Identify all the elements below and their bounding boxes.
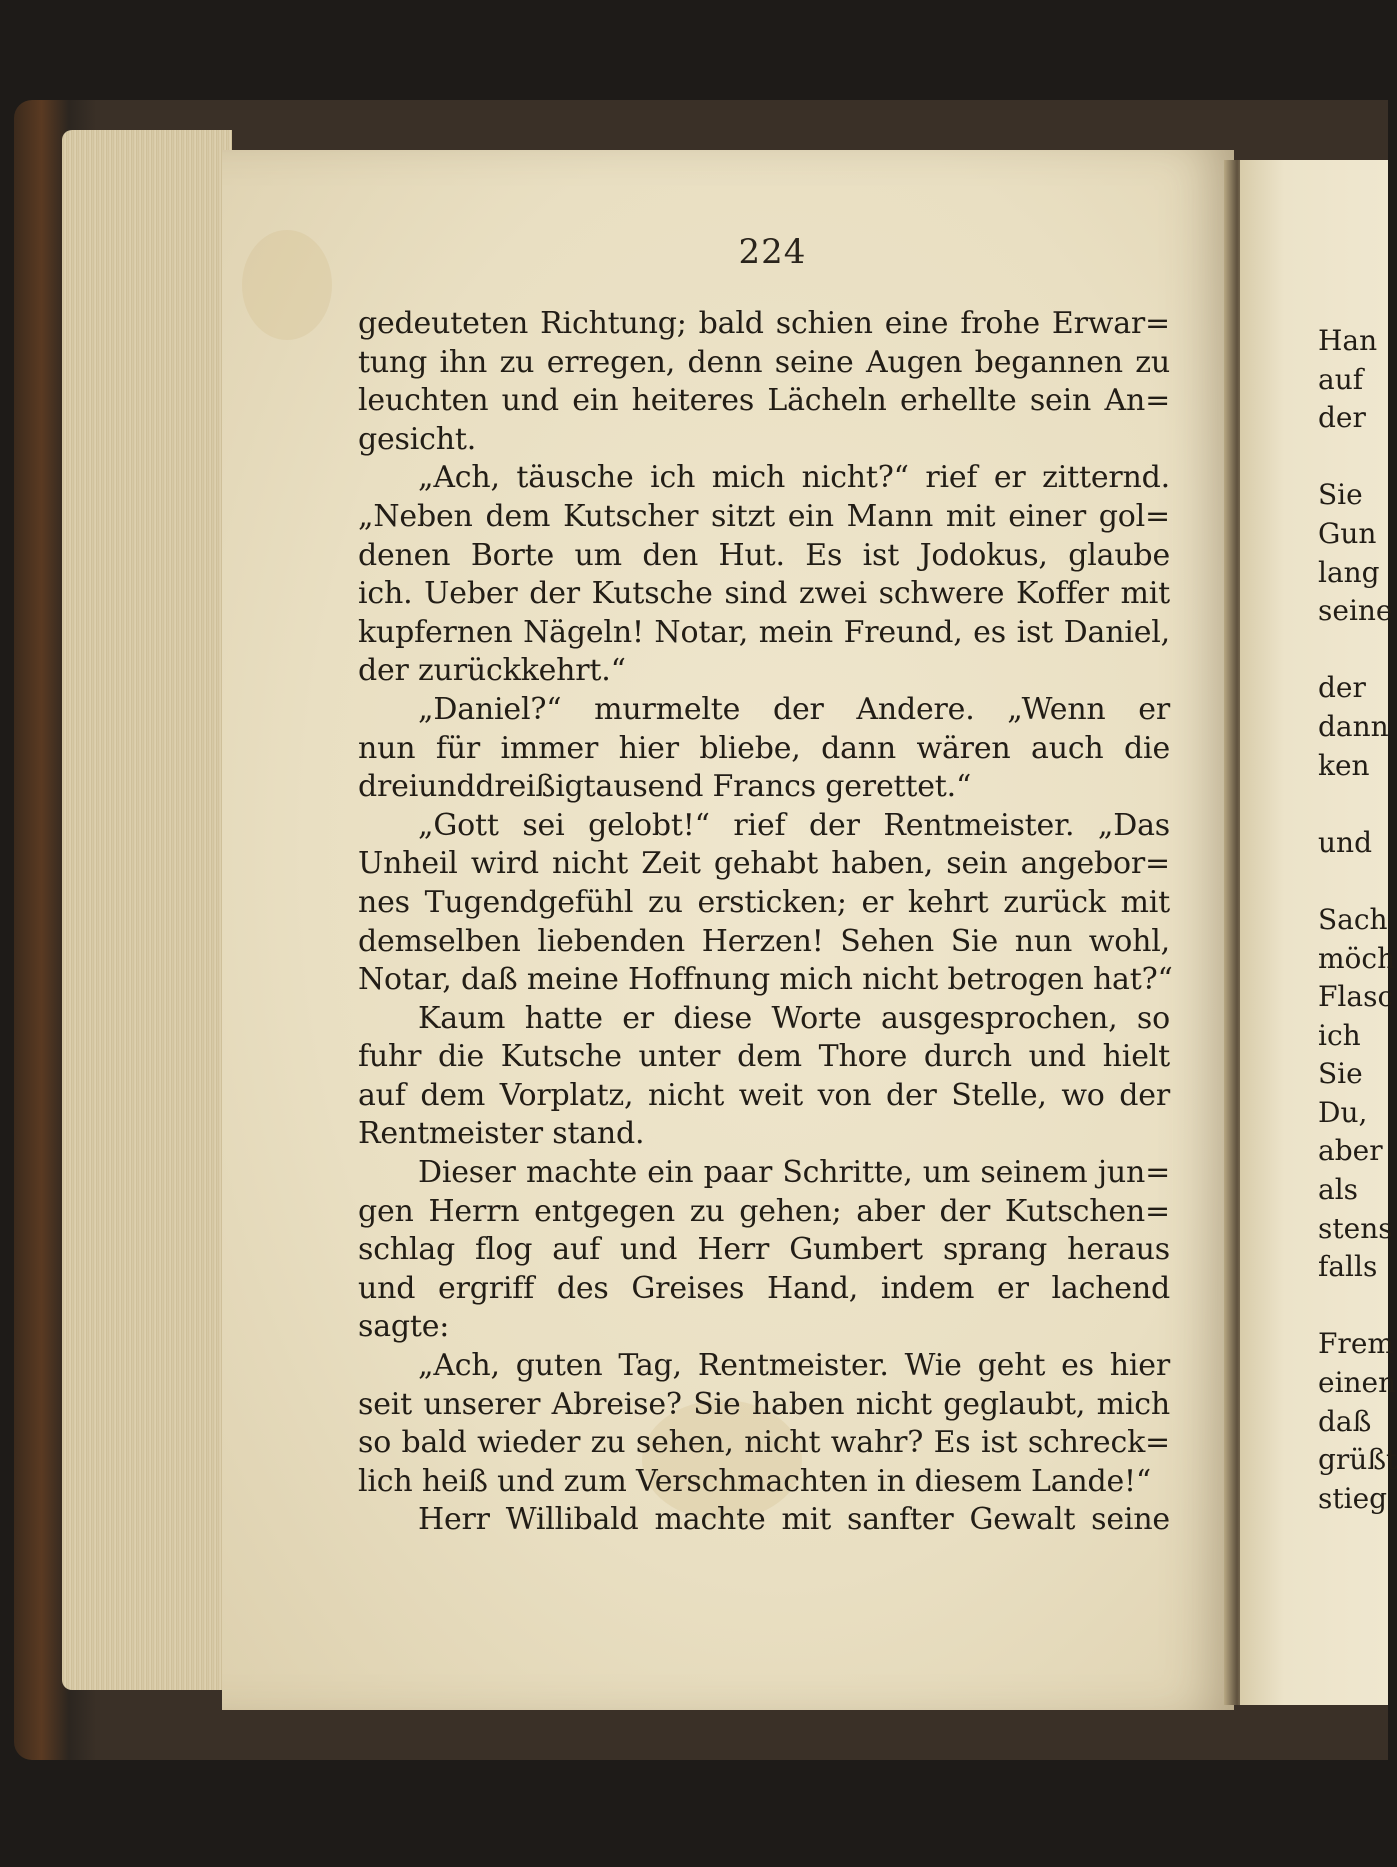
right-page-fragment: Du, <box>1318 1095 1368 1129</box>
right-page-text <box>1318 322 1397 1518</box>
text-line: „Ach, täusche ich mich nicht?“ rief er zitternd. <box>418 460 1170 496</box>
text-line: und ergriff des Greises Hand, indem er lachend <box>358 1270 1170 1306</box>
right-page-fragment: Sach <box>1318 902 1388 936</box>
right-page-fragment: Gun <box>1318 516 1377 550</box>
right-page-fragment <box>1318 631 1388 670</box>
right-page-fragment: dann <box>1318 709 1389 743</box>
text-line: Kaum hatte er diese Worte ausgesprochen, so <box>418 1000 1170 1036</box>
right-page-fragment: lang <box>1318 555 1380 589</box>
left-page-text <box>358 305 1173 1540</box>
page-number: 224 <box>738 232 807 272</box>
text-line: „Ach, guten Tag, Rentmeister. Wie geht es hier <box>418 1348 1170 1384</box>
right-page-fragment: falls <box>1318 1250 1378 1284</box>
text-line: Herr Willibald machte mit sanfter Gewalt seine <box>418 1502 1170 1538</box>
right-page-fragment <box>1318 785 1388 824</box>
text-line: Dieser machte ein paar Schritte, um seinem jun= <box>418 1155 1170 1191</box>
text-line: schlag flog auf und Herr Gumbert sprang heraus <box>358 1232 1170 1268</box>
text-line: gen Herrn entgegen zu gehen; aber der Kutschen= <box>358 1193 1170 1229</box>
right-page-fragment: Flasc <box>1318 980 1394 1014</box>
text-line: Rentmeister stand. <box>358 1116 645 1152</box>
right-page-fragment <box>1318 438 1388 477</box>
text-line: leuchten und ein heiteres Lächeln erhellte sein An= <box>358 383 1170 419</box>
right-page-fragment: auf <box>1318 362 1364 396</box>
right-page-fragment: der <box>1318 671 1366 705</box>
right-page-fragment: Han <box>1318 324 1378 357</box>
text-line: Unheil wird nicht Zeit gehabt haben, sein angebor= <box>358 846 1170 882</box>
text-line: so bald wieder zu sehen, nicht wahr? Es ist schreck= <box>358 1425 1170 1461</box>
right-page-fragment: ich <box>1318 1018 1361 1052</box>
right-page-fragment: stieg <box>1318 1481 1388 1515</box>
text-line: gesicht. <box>358 421 477 457</box>
text-line: auf dem Vorplatz, nicht weit von der Stelle, wo der <box>358 1077 1170 1113</box>
text-line: „Neben dem Kutscher sitzt ein Mann mit einer gol= <box>358 498 1170 534</box>
text-line: sagte: <box>358 1309 450 1345</box>
right-page-fragment: möch <box>1318 941 1396 975</box>
text-line: ich. Ueber der Kutsche sind zwei schwere Koffer mit <box>358 576 1170 612</box>
right-page-fragment: aber <box>1318 1134 1383 1168</box>
text-line: seit unserer Abreise? Sie haben nicht geglaubt, mich <box>358 1386 1170 1422</box>
right-page-fragment: der <box>1318 401 1366 435</box>
page-edges <box>62 130 232 1690</box>
text-line: denen Borte um den Hut. Es ist Jodokus, glaube <box>358 537 1170 573</box>
text-line: lich heiß und zum Verschmachten in diesem Lande!“ <box>358 1463 1152 1499</box>
text-line: gedeuteten Richtung; bald schien eine frohe Erwar= <box>358 306 1170 341</box>
right-page-fragment: Frem <box>1318 1327 1394 1361</box>
right-page-fragment <box>1318 1287 1388 1326</box>
text-line: „Daniel?“ murmelte der Andere. „Wenn er <box>418 691 1170 727</box>
text-line: dreiunddreißigtausend Francs gerettet.“ <box>358 769 972 805</box>
text-line: demselben liebenden Herzen! Sehen Sie nun wohl, <box>358 923 1170 959</box>
text-line: „Gott sei gelobt!“ rief der Rentmeister. „Das <box>418 807 1170 843</box>
right-page-fragment: und <box>1318 825 1372 859</box>
right-page-fragment <box>1318 862 1388 901</box>
text-line: nes Tugendgefühl zu ersticken; er kehrt zurück mit <box>358 884 1170 920</box>
text-line: fuhr die Kutsche unter dem Thore durch und hielt <box>358 1039 1170 1075</box>
right-page-fragment: grüßt <box>1318 1443 1397 1477</box>
text-line: tung ihn zu erregen, denn seine Augen begannen zu <box>358 344 1170 380</box>
right-page-fragment: einen <box>1318 1366 1397 1400</box>
right-page-fragment: stens <box>1318 1211 1393 1245</box>
right-page-fragment: Sie <box>1318 478 1363 512</box>
text-line: der zurückkehrt.“ <box>358 653 626 689</box>
right-page-fragment: daß <box>1318 1404 1372 1438</box>
text-line: kupfernen Nägeln! Notar, mein Freund, es ist Daniel, <box>358 614 1170 650</box>
right-page-fragment: seine <box>1318 594 1393 628</box>
right-page-fragment: ken <box>1318 748 1370 782</box>
right-page-fragment: als <box>1318 1173 1359 1207</box>
text-line: Notar, daß meine Hoffnung mich nicht betrogen hat?“ <box>358 962 1173 998</box>
text-line: nun für immer hier bliebe, dann wären auch die <box>358 730 1170 766</box>
right-page-fragment: Sie <box>1318 1057 1363 1091</box>
